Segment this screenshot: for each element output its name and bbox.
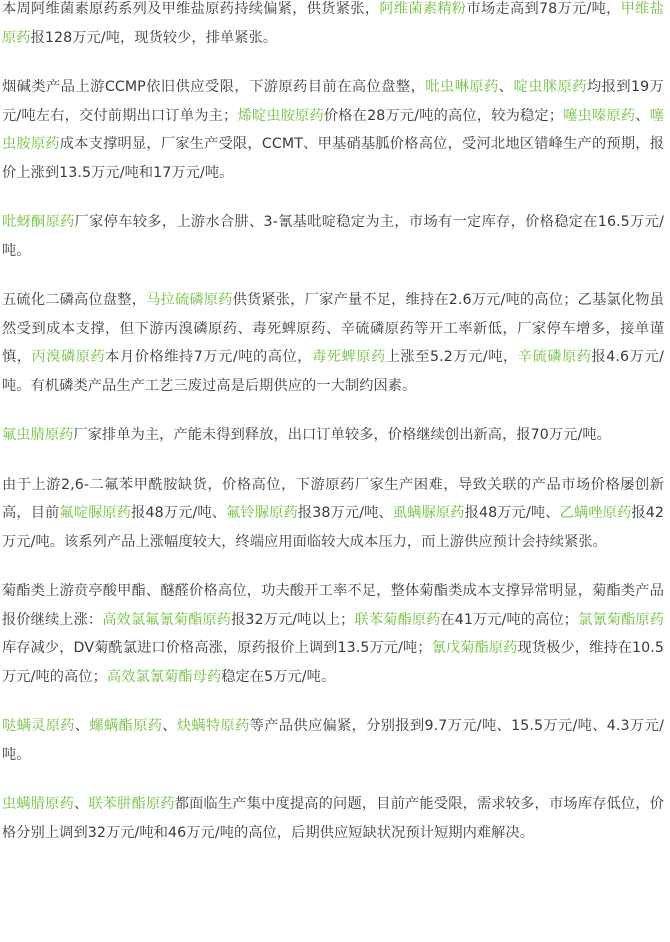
paragraph-text: 、 bbox=[635, 107, 650, 124]
paragraph-text: 厂家排单为主，产能未得到释放，出口订单较多，价格继续创出新高，报70万元/吨。 bbox=[73, 427, 611, 443]
product-name-highlight: 啶虫脒原药 bbox=[513, 79, 587, 95]
paragraph-text: 、 bbox=[73, 796, 89, 812]
paragraph-text: 报128万元/吨，现货较少，排单紧张。 bbox=[30, 29, 278, 46]
paragraph-text: 、 bbox=[74, 718, 90, 734]
product-name-highlight: 氯氰菊酯原药 bbox=[578, 611, 665, 628]
paragraph-text: 报32万元/吨以上； bbox=[231, 611, 355, 628]
product-name-highlight: 甲维盐原药 bbox=[2, 1, 664, 46]
paragraph-text: 报4.6万元/吨。有机磷类产品生产工艺三废过高是后期供应的一大制约因素。 bbox=[2, 349, 664, 394]
paragraph-text: 上涨至5.2万元/吨， bbox=[385, 349, 518, 365]
paragraph-text: 厂家停车较多，上游水合肼、3-氰基吡啶稳定为主，市场有一定库存，价格稳定在16.5万元/吨。 bbox=[2, 214, 664, 259]
product-name-highlight: 吡蚜酮原药 bbox=[2, 214, 75, 230]
paragraph-text: 市场走高到78万元/吨， bbox=[466, 1, 621, 17]
product-name-highlight: 虱螨脲原药 bbox=[392, 505, 465, 521]
paragraph-text: 、 bbox=[162, 718, 177, 734]
paragraph-text: 由于上游2,6-二氟苯甲酰胺缺货，价格高位，下游原药厂家生产困难，导致关联的产品市场价格屡创新高，目前 bbox=[2, 476, 664, 521]
product-name-highlight: 乙螨唑原药 bbox=[559, 505, 632, 521]
article-paragraph bbox=[2, 577, 664, 691]
paragraph-text: 库存减少，DV菊酰氯进口价格高涨，原药报价上调到13.5万元/吨； bbox=[2, 640, 432, 656]
product-name-highlight: 辛硫磷原药 bbox=[517, 349, 592, 365]
product-name-highlight: 马拉硫磷原药 bbox=[146, 292, 233, 308]
article-paragraph bbox=[2, 73, 664, 187]
paragraph-text: 均报到19万元/吨左右，交付前期出口订单为主； bbox=[2, 79, 664, 124]
article-paragraph bbox=[2, 286, 664, 400]
product-name-highlight: 丙溴磷原药 bbox=[31, 349, 106, 365]
paragraph-text: 报48万元/吨、 bbox=[464, 505, 560, 521]
article-paragraph bbox=[2, 790, 664, 847]
product-name-highlight: 高效氯氰菊酯母药 bbox=[106, 668, 222, 685]
article-paragraph bbox=[2, 421, 664, 450]
product-name-highlight: 联苯肼酯原药 bbox=[88, 796, 175, 812]
paragraph-text: 烟碱类产品上游CCMP依旧供应受限，下游原药目前在高位盘整， bbox=[2, 79, 426, 95]
paragraph-text: 菊酯类上游贲亭酸甲酯、醚醛价格高位，功夫酸开工率不足，整体菊酯类成本支撑异常明显，菊酯类产品报价继续上涨： bbox=[2, 583, 664, 628]
paragraph-text: 等产品供应偏紧，分别报到9.7万元/吨、15.5万元/吨、4.3万元/吨。 bbox=[2, 718, 664, 763]
article-paragraph bbox=[2, 208, 664, 265]
paragraph-text: 报48万元/吨、 bbox=[131, 505, 227, 521]
paragraph-text: 本周阿维菌素原药系列及甲维盐原药持续偏紧，供货紧张， bbox=[2, 1, 380, 17]
product-name-highlight: 氰戊菊酯原药 bbox=[431, 640, 518, 656]
product-name-highlight: 噻虫胺原药 bbox=[2, 107, 664, 152]
paragraph-text: 本月价格维持7万元/吨的高位， bbox=[105, 349, 313, 365]
paragraph-text: 供货紧张，厂家产量不足，维持在2.6万元/吨的高位；乙基氯化物虽然受到成本支撑，但下游丙溴磷原药、毒死蜱原药、辛硫磷原药等开工率新低，厂家停车增多，接单谨慎， bbox=[2, 292, 664, 365]
product-name-highlight: 烯啶虫胺原药 bbox=[237, 107, 324, 124]
paragraph-text: 成本支撑明显，厂家生产受限，CCMT、甲基硝基胍价格高位，受河北地区错峰生产的预期，报价上涨到13.5万元/吨和17万元/吨。 bbox=[2, 136, 664, 181]
paragraph-text: 报38万元/吨、 bbox=[297, 505, 393, 521]
product-name-highlight: 哒螨灵原药 bbox=[2, 718, 75, 734]
paragraph-text: 在41万元/吨的高位； bbox=[440, 611, 579, 628]
paragraph-text: 价格在28万元/吨的高位，较为稳定； bbox=[323, 107, 564, 124]
product-name-highlight: 高效氯氟氰菊酯原药 bbox=[102, 611, 232, 628]
paragraph-text: 五硫化二磷高位盘整， bbox=[2, 292, 147, 308]
product-name-highlight: 毒死蜱原药 bbox=[312, 349, 386, 365]
paragraph-text: 稳定在5万元/吨。 bbox=[221, 668, 336, 685]
paragraph-text: 都面临生产集中度提高的问题，目前产能受限，需求较多，市场库存低位，价格分别上调到32万元/吨和46万元/吨的高位，后期供应短缺状况预计短期内难解决。 bbox=[2, 796, 664, 841]
product-name-highlight: 阿维菌素精粉 bbox=[379, 1, 467, 17]
product-name-highlight: 吡虫啉原药 bbox=[425, 79, 499, 95]
paragraph-text: 、 bbox=[498, 79, 514, 95]
article-paragraph bbox=[2, 0, 664, 52]
product-name-highlight: 氟铃脲原药 bbox=[226, 505, 298, 521]
product-name-highlight: 氟啶脲原药 bbox=[59, 505, 132, 521]
paragraph-text: 报42万元/吨。该系列产品上涨幅度较大，终端应用面临较大成本压力，而上游供应预计会持续紧张。 bbox=[2, 505, 664, 550]
article-paragraph bbox=[2, 471, 664, 557]
product-name-highlight: 螺螨酯原药 bbox=[89, 718, 163, 734]
paragraph-text: 现货极少，维持在10.5万元/吨的高位； bbox=[2, 640, 664, 685]
article-paragraph bbox=[2, 712, 664, 769]
product-name-highlight: 炔螨特原药 bbox=[176, 718, 250, 734]
product-name-highlight: 噻虫嗪原药 bbox=[563, 107, 636, 124]
product-name-highlight: 氟虫腈原药 bbox=[2, 427, 74, 443]
product-name-highlight: 虫螨腈原药 bbox=[2, 796, 74, 812]
product-name-highlight: 联苯菊酯原药 bbox=[354, 611, 441, 628]
